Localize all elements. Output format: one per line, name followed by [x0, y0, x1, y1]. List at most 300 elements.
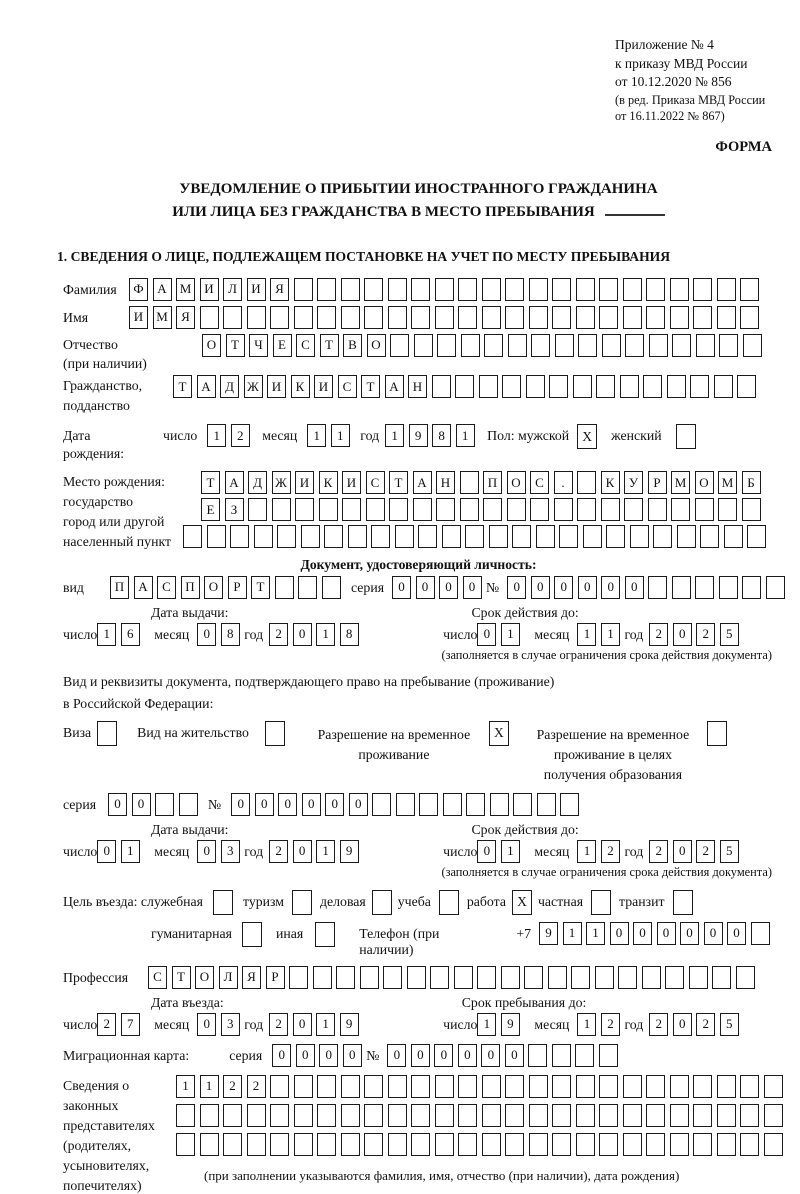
char-cell[interactable] — [693, 1104, 712, 1127]
char-cell[interactable] — [200, 306, 219, 329]
char-cell[interactable] — [155, 793, 174, 816]
char-cell[interactable] — [529, 1133, 548, 1156]
char-cell[interactable] — [689, 966, 708, 989]
char-cell[interactable] — [646, 1133, 665, 1156]
char-cell[interactable]: А — [413, 471, 432, 494]
char-cell[interactable] — [313, 966, 332, 989]
char-cell[interactable]: 0 — [108, 793, 127, 816]
char-cell[interactable] — [360, 966, 379, 989]
char-cell[interactable]: 0 — [416, 576, 435, 599]
char-cell[interactable]: Т — [172, 966, 191, 989]
char-cell[interactable]: 1 — [200, 1075, 219, 1098]
char-cell[interactable] — [577, 471, 596, 494]
char-cell[interactable]: О — [195, 966, 214, 989]
char-cell[interactable] — [294, 278, 313, 301]
char-cell[interactable]: С — [530, 471, 549, 494]
char-cell[interactable] — [482, 1133, 501, 1156]
char-cell[interactable] — [764, 1075, 783, 1098]
char-cell[interactable]: 0 — [673, 1013, 692, 1036]
char-cell[interactable] — [714, 375, 733, 398]
char-cell[interactable] — [717, 1133, 736, 1156]
char-cell[interactable]: М — [153, 306, 172, 329]
char-cell[interactable] — [719, 576, 738, 599]
char-cell[interactable] — [670, 278, 689, 301]
char-cell[interactable] — [555, 334, 574, 357]
char-cell[interactable] — [317, 306, 336, 329]
char-cell[interactable] — [670, 1133, 689, 1156]
char-cell[interactable] — [395, 525, 414, 548]
char-cell[interactable]: 2 — [649, 1013, 668, 1036]
char-cell[interactable] — [317, 1075, 336, 1098]
char-cell[interactable] — [317, 278, 336, 301]
study-checkbox[interactable] — [439, 890, 459, 915]
char-cell[interactable] — [618, 966, 637, 989]
char-cell[interactable]: 0 — [197, 623, 216, 646]
char-cell[interactable] — [277, 525, 296, 548]
char-cell[interactable] — [364, 278, 383, 301]
char-cell[interactable]: 8 — [340, 623, 359, 646]
char-cell[interactable]: 1 — [586, 922, 605, 945]
char-cell[interactable]: 0 — [505, 1044, 524, 1067]
char-cell[interactable] — [648, 576, 667, 599]
char-cell[interactable] — [740, 306, 759, 329]
char-cell[interactable] — [743, 334, 762, 357]
char-cell[interactable]: Т — [201, 471, 220, 494]
char-cell[interactable]: 0 — [197, 1013, 216, 1036]
char-cell[interactable] — [270, 1133, 289, 1156]
char-cell[interactable] — [595, 966, 614, 989]
char-cell[interactable]: К — [319, 471, 338, 494]
char-cell[interactable] — [552, 278, 571, 301]
char-cell[interactable]: М — [176, 278, 195, 301]
char-cell[interactable] — [624, 498, 643, 521]
char-cell[interactable] — [623, 1133, 642, 1156]
char-cell[interactable]: 8 — [432, 424, 451, 447]
char-cell[interactable]: С — [366, 471, 385, 494]
char-cell[interactable] — [526, 375, 545, 398]
char-cell[interactable] — [571, 966, 590, 989]
char-cell[interactable] — [529, 306, 548, 329]
char-cell[interactable]: 3 — [221, 1013, 240, 1036]
char-cell[interactable] — [623, 1075, 642, 1098]
char-cell[interactable] — [766, 576, 785, 599]
char-cell[interactable] — [740, 1133, 759, 1156]
char-cell[interactable] — [460, 498, 479, 521]
char-cell[interactable] — [301, 525, 320, 548]
char-cell[interactable]: 0 — [680, 922, 699, 945]
char-cell[interactable]: 2 — [269, 623, 288, 646]
char-cell[interactable] — [529, 278, 548, 301]
char-cell[interactable]: 0 — [255, 793, 274, 816]
char-cell[interactable]: 2 — [696, 623, 715, 646]
char-cell[interactable] — [717, 1104, 736, 1127]
char-cell[interactable]: Д — [248, 471, 267, 494]
char-cell[interactable] — [341, 306, 360, 329]
char-cell[interactable]: 0 — [633, 922, 652, 945]
char-cell[interactable] — [294, 1075, 313, 1098]
char-cell[interactable] — [322, 576, 341, 599]
char-cell[interactable] — [176, 1104, 195, 1127]
char-cell[interactable] — [411, 278, 430, 301]
char-cell[interactable] — [295, 498, 314, 521]
char-cell[interactable] — [458, 1075, 477, 1098]
char-cell[interactable] — [396, 793, 415, 816]
char-cell[interactable]: 0 — [439, 576, 458, 599]
char-cell[interactable] — [552, 1044, 571, 1067]
char-cell[interactable] — [388, 278, 407, 301]
char-cell[interactable]: О — [202, 334, 221, 357]
char-cell[interactable]: Р — [266, 966, 285, 989]
work-checkbox[interactable]: X — [512, 890, 532, 915]
char-cell[interactable]: 9 — [340, 840, 359, 863]
char-cell[interactable]: 0 — [392, 576, 411, 599]
char-cell[interactable]: Н — [408, 375, 427, 398]
char-cell[interactable]: Ф — [129, 278, 148, 301]
char-cell[interactable]: Я — [176, 306, 195, 329]
char-cell[interactable]: О — [367, 334, 386, 357]
char-cell[interactable] — [455, 375, 474, 398]
char-cell[interactable] — [435, 1075, 454, 1098]
char-cell[interactable] — [289, 966, 308, 989]
char-cell[interactable]: 0 — [673, 623, 692, 646]
char-cell[interactable]: Л — [219, 966, 238, 989]
char-cell[interactable]: 0 — [296, 1044, 315, 1067]
char-cell[interactable] — [505, 1133, 524, 1156]
char-cell[interactable] — [183, 525, 202, 548]
char-cell[interactable] — [411, 306, 430, 329]
char-cell[interactable]: 1 — [577, 1013, 596, 1036]
char-cell[interactable] — [677, 525, 696, 548]
char-cell[interactable] — [531, 334, 550, 357]
char-cell[interactable] — [693, 1133, 712, 1156]
char-cell[interactable] — [717, 278, 736, 301]
char-cell[interactable]: Е — [201, 498, 220, 521]
char-cell[interactable]: 1 — [97, 623, 116, 646]
char-cell[interactable] — [646, 1104, 665, 1127]
char-cell[interactable] — [207, 525, 226, 548]
char-cell[interactable] — [388, 1075, 407, 1098]
char-cell[interactable] — [364, 1133, 383, 1156]
char-cell[interactable] — [200, 1133, 219, 1156]
char-cell[interactable]: С — [157, 576, 176, 599]
char-cell[interactable] — [247, 1104, 266, 1127]
char-cell[interactable]: И — [295, 471, 314, 494]
char-cell[interactable] — [294, 306, 313, 329]
char-cell[interactable] — [482, 306, 501, 329]
char-cell[interactable] — [552, 1075, 571, 1098]
char-cell[interactable]: 8 — [221, 623, 240, 646]
char-cell[interactable] — [576, 278, 595, 301]
char-cell[interactable]: А — [153, 278, 172, 301]
char-cell[interactable]: 1 — [331, 424, 350, 447]
char-cell[interactable]: 1 — [456, 424, 475, 447]
char-cell[interactable] — [719, 334, 738, 357]
char-cell[interactable] — [435, 306, 454, 329]
char-cell[interactable] — [513, 793, 532, 816]
char-cell[interactable] — [430, 966, 449, 989]
char-cell[interactable]: И — [129, 306, 148, 329]
char-cell[interactable] — [501, 966, 520, 989]
char-cell[interactable]: Д — [220, 375, 239, 398]
char-cell[interactable] — [413, 498, 432, 521]
char-cell[interactable]: 0 — [458, 1044, 477, 1067]
char-cell[interactable] — [390, 334, 409, 357]
char-cell[interactable] — [623, 306, 642, 329]
char-cell[interactable]: О — [204, 576, 223, 599]
char-cell[interactable]: 1 — [207, 424, 226, 447]
char-cell[interactable]: Н — [436, 471, 455, 494]
char-cell[interactable]: Т — [251, 576, 270, 599]
char-cell[interactable] — [671, 498, 690, 521]
char-cell[interactable]: 0 — [319, 1044, 338, 1067]
char-cell[interactable]: 0 — [387, 1044, 406, 1067]
char-cell[interactable]: А — [134, 576, 153, 599]
char-cell[interactable]: 0 — [727, 922, 746, 945]
char-cell[interactable]: Т — [173, 375, 192, 398]
char-cell[interactable]: 9 — [501, 1013, 520, 1036]
char-cell[interactable] — [672, 576, 691, 599]
char-cell[interactable]: 0 — [302, 793, 321, 816]
char-cell[interactable]: 0 — [507, 576, 526, 599]
char-cell[interactable] — [505, 1104, 524, 1127]
char-cell[interactable]: И — [342, 471, 361, 494]
char-cell[interactable] — [484, 334, 503, 357]
char-cell[interactable] — [606, 525, 625, 548]
char-cell[interactable] — [275, 576, 294, 599]
char-cell[interactable]: М — [718, 471, 737, 494]
char-cell[interactable] — [317, 1133, 336, 1156]
char-cell[interactable] — [599, 1133, 618, 1156]
char-cell[interactable]: 1 — [577, 840, 596, 863]
char-cell[interactable] — [742, 576, 761, 599]
char-cell[interactable] — [560, 793, 579, 816]
char-cell[interactable] — [646, 306, 665, 329]
char-cell[interactable]: 2 — [269, 840, 288, 863]
char-cell[interactable]: 2 — [601, 840, 620, 863]
char-cell[interactable] — [247, 1133, 266, 1156]
char-cell[interactable] — [672, 334, 691, 357]
char-cell[interactable] — [341, 1104, 360, 1127]
char-cell[interactable]: И — [200, 278, 219, 301]
char-cell[interactable] — [578, 334, 597, 357]
char-cell[interactable] — [549, 375, 568, 398]
char-cell[interactable] — [482, 1104, 501, 1127]
char-cell[interactable]: К — [601, 471, 620, 494]
char-cell[interactable] — [599, 306, 618, 329]
tourism-checkbox[interactable] — [292, 890, 312, 915]
char-cell[interactable] — [552, 306, 571, 329]
char-cell[interactable] — [693, 278, 712, 301]
char-cell[interactable]: 0 — [343, 1044, 362, 1067]
char-cell[interactable] — [693, 306, 712, 329]
char-cell[interactable] — [536, 525, 555, 548]
char-cell[interactable]: П — [181, 576, 200, 599]
char-cell[interactable] — [576, 1075, 595, 1098]
char-cell[interactable] — [620, 375, 639, 398]
char-cell[interactable] — [461, 334, 480, 357]
char-cell[interactable] — [179, 793, 198, 816]
char-cell[interactable] — [554, 498, 573, 521]
char-cell[interactable] — [319, 498, 338, 521]
char-cell[interactable]: С — [338, 375, 357, 398]
char-cell[interactable] — [505, 306, 524, 329]
char-cell[interactable] — [764, 1104, 783, 1127]
temp-permit-edu-checkbox[interactable] — [707, 721, 727, 746]
char-cell[interactable] — [294, 1133, 313, 1156]
char-cell[interactable] — [712, 966, 731, 989]
char-cell[interactable]: 0 — [411, 1044, 430, 1067]
char-cell[interactable] — [176, 1133, 195, 1156]
char-cell[interactable]: Р — [228, 576, 247, 599]
char-cell[interactable] — [414, 334, 433, 357]
char-cell[interactable] — [548, 966, 567, 989]
char-cell[interactable] — [642, 966, 661, 989]
char-cell[interactable]: П — [110, 576, 129, 599]
char-cell[interactable] — [342, 498, 361, 521]
char-cell[interactable] — [643, 375, 662, 398]
char-cell[interactable] — [460, 471, 479, 494]
char-cell[interactable]: 3 — [221, 840, 240, 863]
char-cell[interactable] — [717, 306, 736, 329]
char-cell[interactable] — [436, 498, 455, 521]
char-cell[interactable] — [411, 1133, 430, 1156]
char-cell[interactable]: У — [624, 471, 643, 494]
char-cell[interactable]: 0 — [578, 576, 597, 599]
char-cell[interactable] — [341, 1075, 360, 1098]
char-cell[interactable] — [366, 498, 385, 521]
char-cell[interactable] — [646, 1075, 665, 1098]
char-cell[interactable] — [248, 498, 267, 521]
char-cell[interactable]: Я — [270, 278, 289, 301]
char-cell[interactable] — [505, 1075, 524, 1098]
char-cell[interactable]: И — [247, 278, 266, 301]
char-cell[interactable] — [690, 375, 709, 398]
char-cell[interactable]: Ж — [244, 375, 263, 398]
char-cell[interactable] — [601, 498, 620, 521]
char-cell[interactable]: 0 — [657, 922, 676, 945]
char-cell[interactable]: 2 — [649, 840, 668, 863]
char-cell[interactable]: Ч — [249, 334, 268, 357]
char-cell[interactable]: 2 — [247, 1075, 266, 1098]
char-cell[interactable]: Е — [273, 334, 292, 357]
char-cell[interactable] — [537, 793, 556, 816]
char-cell[interactable]: Л — [223, 278, 242, 301]
char-cell[interactable]: 1 — [121, 840, 140, 863]
char-cell[interactable]: 9 — [409, 424, 428, 447]
char-cell[interactable]: . — [554, 471, 573, 494]
char-cell[interactable]: А — [197, 375, 216, 398]
char-cell[interactable]: 0 — [601, 576, 620, 599]
char-cell[interactable] — [371, 525, 390, 548]
char-cell[interactable] — [411, 1075, 430, 1098]
char-cell[interactable]: Т — [389, 471, 408, 494]
char-cell[interactable] — [388, 306, 407, 329]
char-cell[interactable]: 0 — [132, 793, 151, 816]
char-cell[interactable] — [348, 525, 367, 548]
char-cell[interactable] — [736, 966, 755, 989]
char-cell[interactable]: 0 — [293, 623, 312, 646]
char-cell[interactable]: 0 — [477, 623, 496, 646]
char-cell[interactable]: 1 — [477, 1013, 496, 1036]
char-cell[interactable] — [529, 1104, 548, 1127]
char-cell[interactable] — [737, 375, 756, 398]
char-cell[interactable]: Я — [242, 966, 261, 989]
char-cell[interactable] — [483, 498, 502, 521]
char-cell[interactable] — [742, 498, 761, 521]
char-cell[interactable]: 1 — [176, 1075, 195, 1098]
char-cell[interactable]: 0 — [231, 793, 250, 816]
char-cell[interactable] — [724, 525, 743, 548]
char-cell[interactable] — [596, 375, 615, 398]
char-cell[interactable] — [223, 306, 242, 329]
char-cell[interactable] — [317, 1104, 336, 1127]
char-cell[interactable] — [458, 278, 477, 301]
char-cell[interactable]: 1 — [501, 840, 520, 863]
char-cell[interactable] — [418, 525, 437, 548]
char-cell[interactable] — [458, 1104, 477, 1127]
char-cell[interactable] — [667, 375, 686, 398]
sex-female-checkbox[interactable] — [676, 424, 696, 449]
business-checkbox[interactable] — [372, 890, 392, 915]
char-cell[interactable]: 5 — [720, 623, 739, 646]
char-cell[interactable]: 5 — [720, 1013, 739, 1036]
char-cell[interactable]: 1 — [316, 840, 335, 863]
char-cell[interactable]: 9 — [539, 922, 558, 945]
char-cell[interactable] — [247, 306, 266, 329]
char-cell[interactable]: 0 — [349, 793, 368, 816]
char-cell[interactable] — [670, 1075, 689, 1098]
char-cell[interactable] — [411, 1104, 430, 1127]
char-cell[interactable] — [388, 1104, 407, 1127]
char-cell[interactable]: 0 — [704, 922, 723, 945]
char-cell[interactable]: П — [483, 471, 502, 494]
char-cell[interactable] — [530, 498, 549, 521]
char-cell[interactable]: 0 — [554, 576, 573, 599]
char-cell[interactable] — [751, 922, 770, 945]
purpose-official-checkbox[interactable] — [213, 890, 233, 915]
char-cell[interactable] — [740, 278, 759, 301]
char-cell[interactable] — [454, 966, 473, 989]
visa-checkbox[interactable] — [97, 721, 117, 746]
char-cell[interactable] — [489, 525, 508, 548]
char-cell[interactable] — [508, 334, 527, 357]
char-cell[interactable]: 1 — [563, 922, 582, 945]
char-cell[interactable]: 2 — [223, 1075, 242, 1098]
char-cell[interactable] — [432, 375, 451, 398]
char-cell[interactable]: 1 — [316, 1013, 335, 1036]
char-cell[interactable] — [298, 576, 317, 599]
char-cell[interactable] — [458, 1133, 477, 1156]
char-cell[interactable] — [465, 525, 484, 548]
char-cell[interactable]: Ж — [272, 471, 291, 494]
char-cell[interactable] — [665, 966, 684, 989]
char-cell[interactable] — [324, 525, 343, 548]
char-cell[interactable]: 2 — [696, 1013, 715, 1036]
char-cell[interactable] — [442, 525, 461, 548]
char-cell[interactable] — [200, 1104, 219, 1127]
char-cell[interactable]: 0 — [325, 793, 344, 816]
char-cell[interactable] — [254, 525, 273, 548]
char-cell[interactable] — [575, 1044, 594, 1067]
char-cell[interactable] — [740, 1104, 759, 1127]
char-cell[interactable]: 1 — [307, 424, 326, 447]
char-cell[interactable] — [583, 525, 602, 548]
char-cell[interactable] — [336, 966, 355, 989]
char-cell[interactable] — [230, 525, 249, 548]
char-cell[interactable] — [407, 966, 426, 989]
char-cell[interactable]: 0 — [610, 922, 629, 945]
char-cell[interactable] — [576, 306, 595, 329]
